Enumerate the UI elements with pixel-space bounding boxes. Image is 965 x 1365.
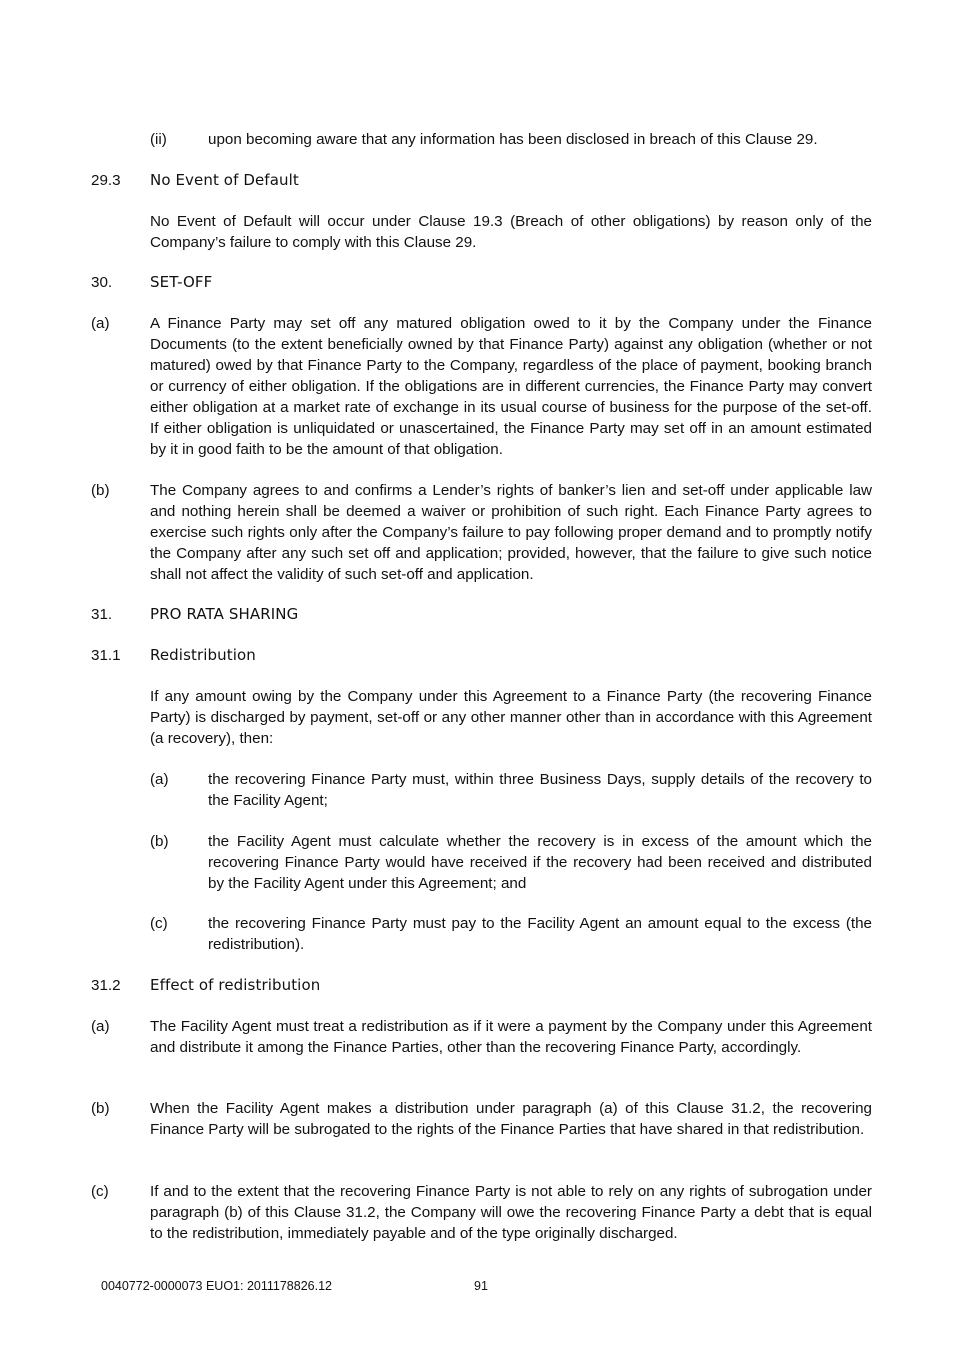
item-label: (a) [150,771,169,788]
clause-title: PRO RATA SHARING [150,605,299,623]
footer-page-number: 91 [474,1279,488,1293]
clause-title: No Event of Default [150,171,299,189]
item-text: The Facility Agent must treat a redistribution as if it were a payment by the Company under this Agreement and distribute it among the Finance Parties, other than the recovering Finance Party, accordingly. [150,1018,872,1056]
item-label: (b) [91,1100,110,1117]
item-label: (a) [91,1018,110,1035]
item-text: If and to the extent that the recovering Finance Party is not able to rely on any rights of subrogation under paragraph (b) of this Clause 31.2, the Company will owe the recovering Finance Party a debt that is equal to the redistribution, immediately payable and of the type originally discharged. [150,1183,872,1242]
clause-title: Redistribution [150,646,256,664]
item-label: (b) [91,482,110,499]
item-label: (c) [91,1183,109,1200]
clause-number: 31.1 [91,647,121,664]
clause-title: Effect of redistribution [150,976,321,994]
item-label: (c) [150,915,168,932]
clause-number: 31.2 [91,977,121,994]
item-text: upon becoming aware that any information has been disclosed in breach of this Clause 29. [208,131,818,148]
item-label: (a) [91,315,110,332]
item-text: When the Facility Agent makes a distribution under paragraph (a) of this Clause 31.2, the recovering Finance Party will be subrogated to the rights of the Finance Parties that have shared in that redistribution. [150,1100,872,1138]
clause-paragraph: If any amount owing by the Company under this Agreement to a Finance Party (the recovering Finance Party) is discharged by payment, set-off or any other manner other than in accordance with this Agreement (a recovery), then: [150,688,872,747]
clause-number: 31. [91,606,113,623]
footer-document-reference: 0040772-0000073 EUO1: 2011178826.12 [101,1279,332,1293]
clause-number: 30. [91,274,113,291]
item-text: The Company agrees to and confirms a Lender’s rights of banker’s lien and set-off under applicable law and nothing herein shall be deemed a waiver or prohibition of such right. Each Finance Party agrees to exercise such rights only after the Company’s failure to pay following proper demand and to promptly notify the Company after any such set off and application; provided, however, that the failure to give such notice shall not affect the validity of such set-off and application. [150,482,872,583]
clause-number: 29.3 [91,172,121,189]
item-label: (ii) [150,131,167,148]
item-label: (b) [150,833,169,850]
item-text: A Finance Party may set off any matured obligation owed to it by the Company under the Finance Documents (to the extent beneficially owned by that Finance Party) against any obligation (whether or not matured) owed by that Finance Party to the Company, regardless of the place of payment, booking branch or currency of either obligation. If the obligations are in different currencies, the Finance Party may convert either obligation at a market rate of exchange in its usual course of business for the purpose of the set-off. If either obligation is unliquidated or unascertained, the Finance Party may set off in an amount estimated by it in good faith to be the amount of that obligation. [150,315,872,458]
item-text: the recovering Finance Party must, within three Business Days, supply details of the recovery to the Facility Agent; [208,771,872,809]
item-text: the recovering Finance Party must pay to the Facility Agent an amount equal to the excess (the redistribution). [208,915,872,953]
clause-paragraph: No Event of Default will occur under Clause 19.3 (Breach of other obligations) by reason only of the Company’s failure to comply with this Clause 29. [150,213,872,251]
clause-title: SET-OFF [150,273,213,291]
item-text: the Facility Agent must calculate whether the recovery is in excess of the amount which the recovering Finance Party would have received if the recovery had been received and distributed by the Facility Agent under this Agreement; and [208,833,872,892]
